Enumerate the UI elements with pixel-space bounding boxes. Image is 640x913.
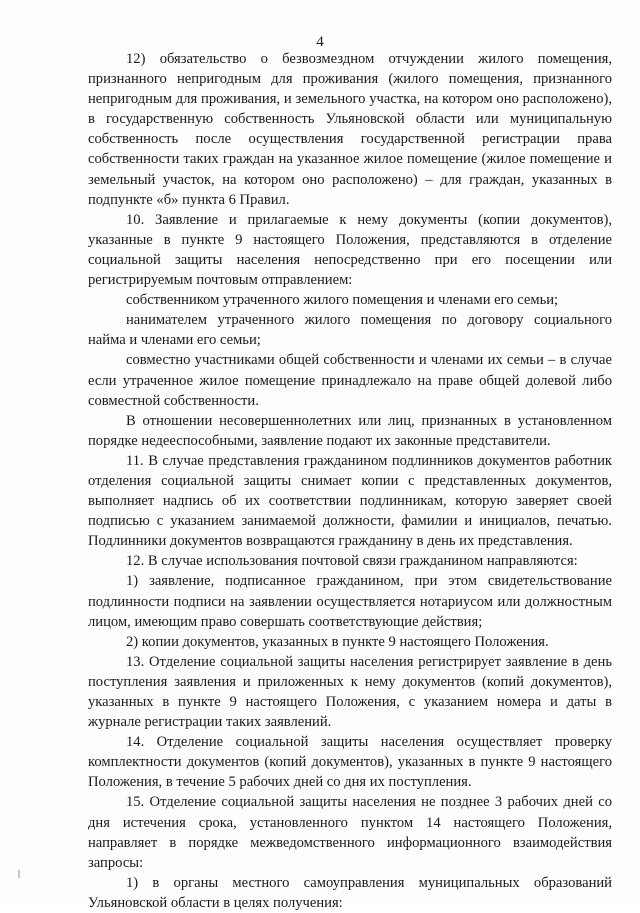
paragraph: 12) обязательство о безвозмездном отчуждении жилого помещения, признанного непригодным для проживания (жилого помещения, признанного непригодным для проживания, и земельного участка, на котором оно расположено), в государственную собственность Ульяновской области или муниципальную собственность после осуществления государственной регистрации права собственности таких граждан на указанное жилое помещение (жилое помещение и земельный участок, на котором оно расположено) – для граждан, указанных в подпункте «б» пункта 6 Правил. (88, 51, 612, 208)
paragraph: 1) заявление, подписанное гражданином, при этом свидетельствование подлинности подписи на заявлении осуществляется нотариусом или должностным лицом, имеющим право совершать соответствующие действия; (88, 573, 612, 630)
paragraph: 14. Отделение социальной защиты населения осуществляет проверку комплектности документов (копий документов), указанных в пункте 9 настоящего Положения, в течение 5 рабочих дней со дня их поступления. (88, 734, 612, 791)
paragraph: 10. Заявление и прилагаемые к нему документы (копии документов), указанные в пункте 9 настоящего Положения, представляются в отделение социальной защиты населения непосредственно при его посещении или регистрируемым почтовым отправлением: (88, 211, 612, 289)
paragraph: совместно участниками общей собственности и членами их семьи – в случае если утраченное жилое помещение принадлежало на праве общей долевой либо совместной собственности. (88, 352, 612, 409)
paragraph: 11. В случае представления гражданином подлинников документов работник отделения социальной защиты снимает копии с представленных документов, выполняет надпись об их соответствии подлинникам, которую заверяет своей подписью с указанием занимаемой должности, фамилии и инициалов, печатью. Подлинники документов возвращаются гражданину в день их представления. (88, 452, 612, 550)
paragraph: В отношении несовершеннолетних или лиц, признанных в установленном порядке недееспособными, заявление подают их законные представители. (88, 412, 612, 449)
paragraph: 2) копии документов, указанных в пункте 9 настоящего Положения. (126, 633, 549, 650)
paragraph: 13. Отделение социальной защиты населения регистрирует заявление в день поступления заявления и приложенных к нему документов (копий документов), указанных в пункте 9 настоящего Положения, с указанием номера и даты в журнале регистрации таких заявлений. (88, 653, 612, 731)
page-number: 4 (316, 34, 324, 50)
document-body (88, 49, 612, 913)
paragraph: нанимателем утраченного жилого помещения по договору социального найма и членами его семьи; (88, 312, 612, 349)
paragraph: собственником утраченного жилого помещения и членами его семьи; (126, 292, 559, 309)
paragraph: 12. В случае использования почтовой связи гражданином направляются: (126, 553, 578, 570)
paragraph: 15. Отделение социальной защиты населения не позднее 3 рабочих дней со дня истечения срока, установленного пунктом 14 настоящего Положения, направляет в порядке межведомственного информационного взаимодействия запросы: (88, 794, 612, 871)
paragraph: 1) в органы местного самоуправления муниципальных образований Ульяновской области в целях получения: (88, 874, 612, 911)
scan-artifact-mark (18, 870, 20, 878)
